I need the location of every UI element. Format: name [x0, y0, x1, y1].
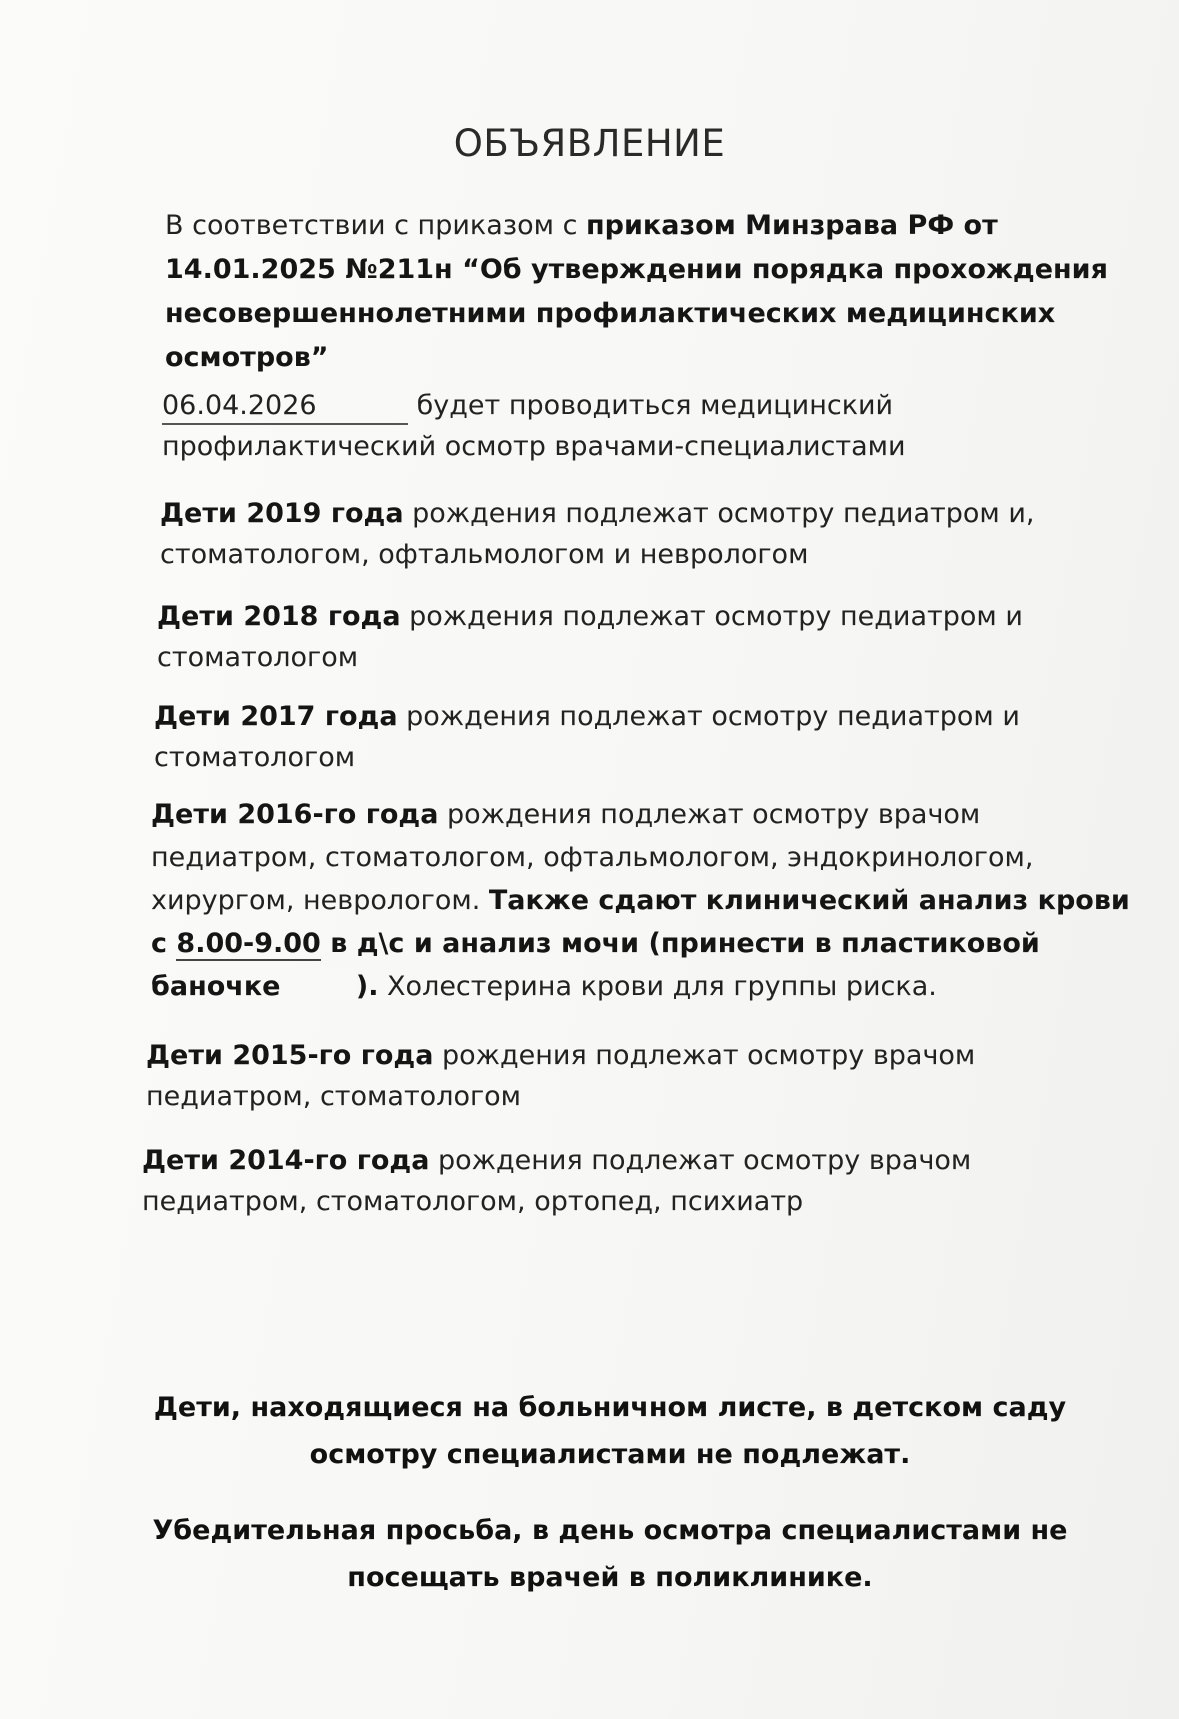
group-2017 — [154, 696, 1094, 778]
group-2019 — [160, 493, 1140, 575]
group-2018-year: Дети 2018 года — [157, 601, 401, 632]
group-2014-year: Дети 2014-го года — [142, 1145, 430, 1176]
intro-plain-text: В соответствии с приказом с — [165, 210, 587, 241]
exam-date: 06.04.2026 — [162, 389, 408, 425]
group-2016-year: Дети 2016-го года — [151, 799, 439, 830]
document-title: ОБЪЯВЛЕНИЕ — [453, 122, 726, 165]
group-2014 — [142, 1140, 1132, 1222]
group-2016-urine-test: в д\с и анализ мочи (принести в пластиковой баночке — [151, 928, 1040, 1002]
group-2014-text: рождения подлежат осмотру врачом педиатром, стоматологом, ортопед, психиатр — [142, 1145, 972, 1217]
group-2016 — [151, 793, 1141, 1008]
group-2018-text: рождения подлежат осмотру педиатром и стоматологом — [157, 601, 1023, 673]
group-2016-close-paren: ). — [355, 971, 379, 1002]
group-2015-year: Дети 2015-го года — [146, 1040, 434, 1071]
group-2018 — [157, 596, 1097, 678]
group-2017-year: Дети 2017 года — [154, 701, 398, 732]
exam-description: будет проводиться медицинский профилактический осмотр врачами-специалистами — [162, 390, 906, 462]
group-2015-text: рождения подлежат осмотру врачом педиатром, стоматологом — [146, 1040, 976, 1112]
intro-order-reference: приказом Минзрава РФ от 14.01.2025 №211н “Об утверждении порядка прохождения несовершеннолетними профилактических медицинских осмотров” — [165, 210, 1108, 373]
redacted-area — [290, 969, 356, 999]
intro-paragraph — [165, 204, 1125, 380]
group-2016-blood-test: Также сдают клинический анализ крови с — [151, 885, 1130, 959]
group-2015 — [146, 1035, 1136, 1117]
group-2016-cholesterol: Холестерина крови для группы риска. — [378, 971, 937, 1002]
group-2017-text: рождения подлежат осмотру педиатром и стоматологом — [154, 701, 1020, 773]
group-2019-year: Дети 2019 года — [160, 498, 404, 529]
group-2019-text: рождения подлежат осмотру педиатром и, стоматологом, офтальмологом и неврологом — [160, 498, 1035, 570]
group-2016-time: 8.00-9.00 — [176, 928, 321, 959]
group-2016-text: рождения подлежат осмотру врачом педиатром, стоматологом, офтальмологом, эндокринологом, хирургом, неврологом. — [151, 799, 1034, 916]
exam-date-paragraph — [162, 385, 1102, 467]
sick-leave-note: Дети, находящиеся на больничном листе, в детском саду осмотру специалистами не подлежат. — [153, 1392, 1067, 1470]
clinic-visit-request: Убедительная просьба, в день осмотра специалистами не посещать врачей в поликлинике. — [152, 1515, 1068, 1593]
